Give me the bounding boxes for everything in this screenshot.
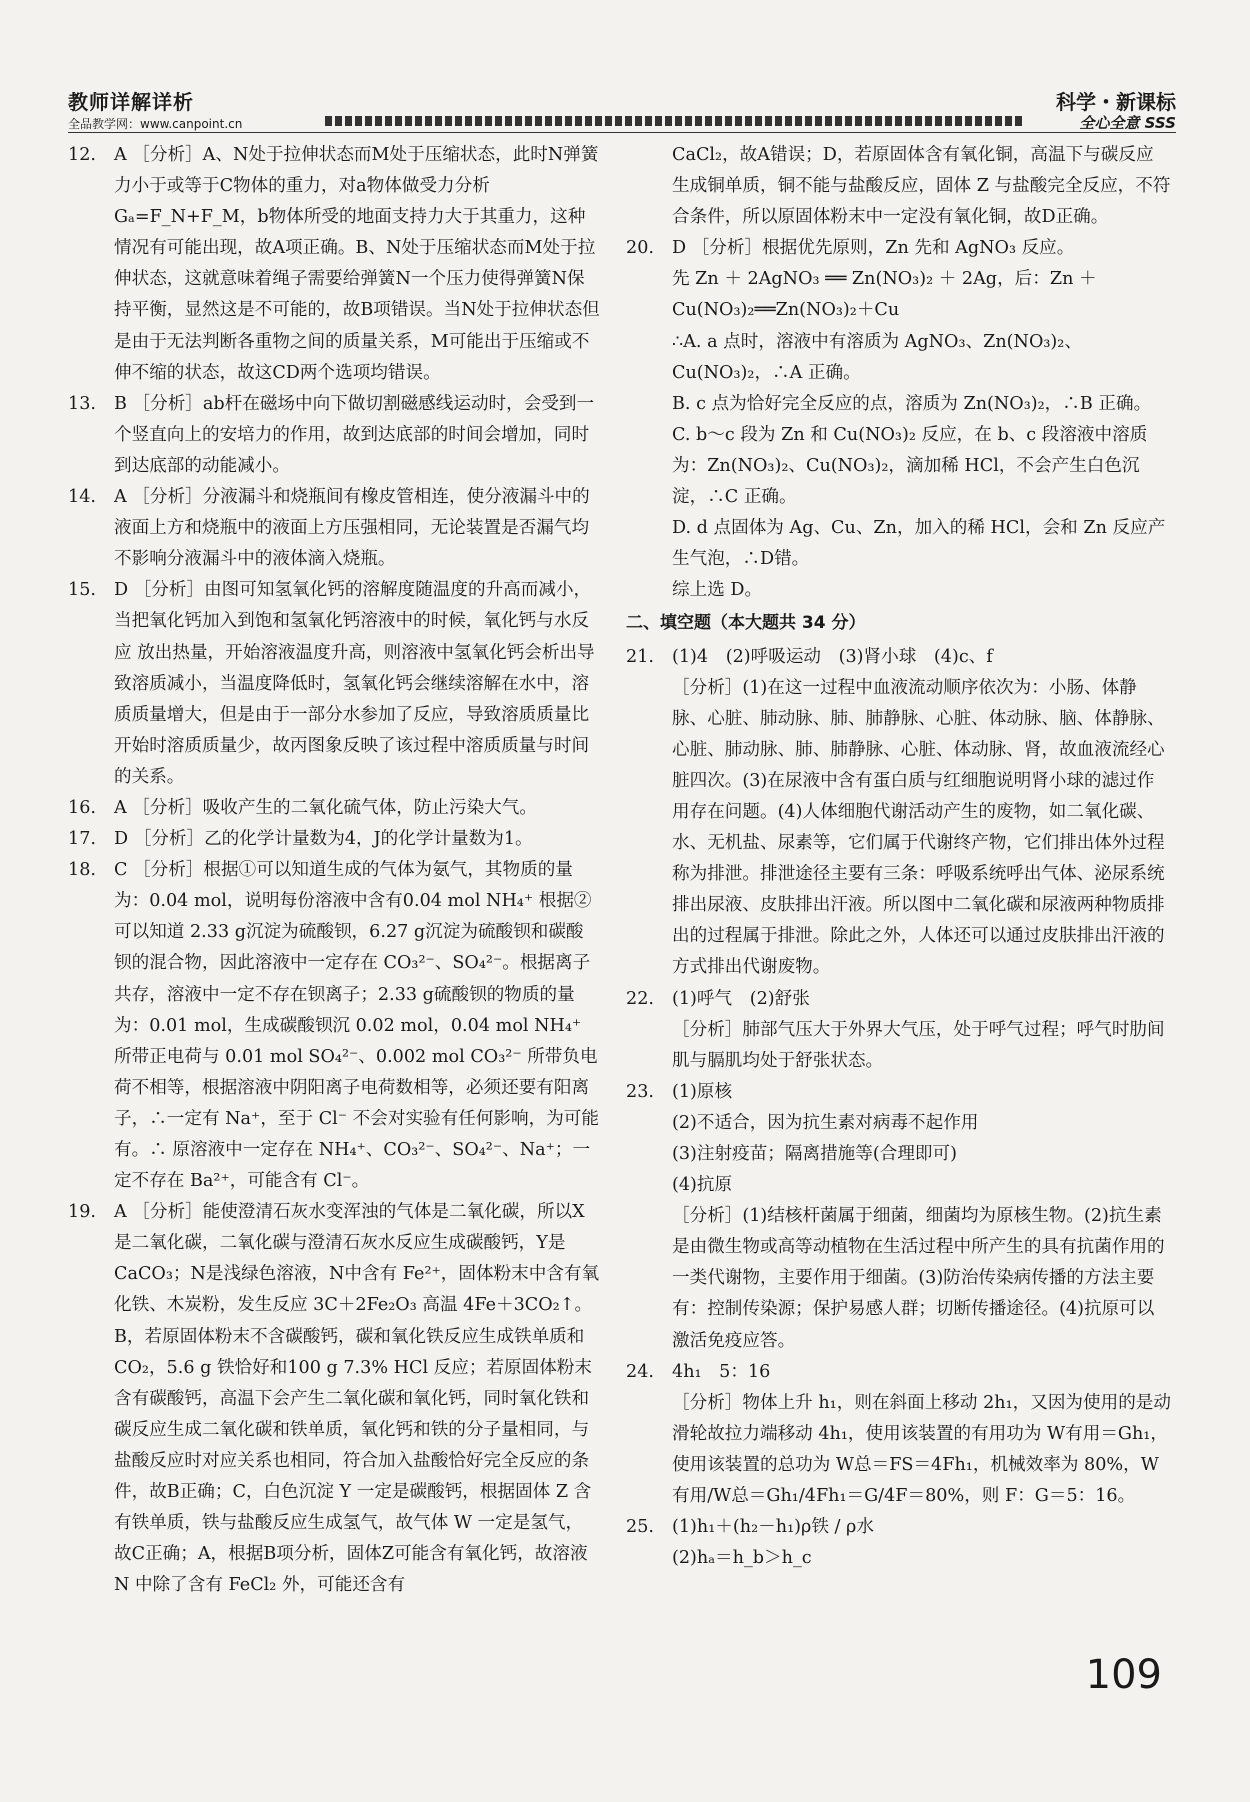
- question-20: 20. D ［分析］根据优先原则，Zn 先和 AgNO₃ 反应。: [626, 238, 1075, 259]
- question-16: 16. A ［分析］吸收产生的二氧化硫气体，防止污染大气。: [68, 797, 537, 818]
- answer-text: (1)呼气 (2)舒张: [672, 988, 810, 1009]
- answer-text: A ［分析］分液漏斗和烧瓶间有橡皮管相连，使分液漏斗中的液面上方和烧瓶中的液面上方压强相同，无论装置是否漏气均不影响分液漏斗中的液体滴入烧瓶。: [114, 487, 590, 570]
- answer-text: D ［分析］根据优先原则，Zn 先和 AgNO₃ 反应。: [672, 238, 1075, 259]
- question-22: 22. (1)呼气 (2)舒张: [626, 988, 810, 1009]
- q20-line: 先 Zn ＋ 2AgNO₃ ══ Zn(NO₃)₂ ＋ 2Ag，后：Zn ＋ Cu(NO₃)₂══Zn(NO₃)₂＋Cu: [672, 269, 1097, 321]
- answer-text: B ［分析］ab杆在磁场中向下做切割磁感线运动时，会受到一个竖直向上的安培力的作用，故到达底部的时间会增加，同时到达底部的动能减小。: [114, 393, 595, 476]
- question-17: 17. D ［分析］乙的化学计量数为4，J的化学计量数为1。: [68, 829, 533, 850]
- header-right-brand: 全心全意 SSS: [1079, 114, 1176, 132]
- header-right-subject: 科学・新课标: [1056, 90, 1176, 114]
- header-rule: [68, 132, 1176, 133]
- answer-text: (1)4 (2)呼吸运动 (3)肾小球 (4)c、f: [672, 646, 993, 667]
- q21-analysis: ［分析］(1)在这一过程中血液流动顺序依次为：小肠、体静脉、心脏、肺动脉、肺、肺静脉、心脏、体动脉、脑、体静脉、心脏、肺动脉、肺、肺静脉、心脏、体动脉、肾，故血液流经心脏四次。(3)在尿液中含有蛋白质与红细胞说明肾小球的滤过作用存在问题。(4)人体细胞代谢活动产生的废物，如二氧化碳、水、无机盐、尿素等，它们属于代谢终产物，它们排出体外过程称为排泄。排泄途径主要有三条：呼吸系统呼出气体、泌尿系统排出尿液、皮肤排出汗液。所以图中二氧化碳和尿液两种物质排出的过程属于排泄。除此之外，人体还可以通过皮肤排出汗液的方式排出代谢废物。: [672, 677, 1165, 978]
- q23-analysis: ［分析］(1)结核杆菌属于细菌，细菌均为原核生物。(2)抗生素是由微生物或高等动植物在生活过程中所产生的具有抗菌作用的一类代谢物，主要作用于细菌。(3)防治传染病传播的方法主要有：控制传染源；保护易感人群；切断传播途径。(4)抗原可以激活免疫应答。: [672, 1206, 1165, 1351]
- answer-text: A ［分析］A、N处于拉伸状态而M处于压缩状态，此时N弹簧力小于或等于C物体的重力，对a物体做受力分析 Gₐ=F_N+F_M，b物体所受的地面支持力大于其重力，这种情况有可能出现，故A项正确。B、N处于压缩状态而M处于拉伸状态，这就意味着绳子需要给弹簧N一个压力使得弹簧N保持平衡，显然这是不可能的，故B项错误。当N处于拉伸状态但是由于无法判断各重物之间的质量关系，M可能出于压缩或不伸不缩的状态，故这CD两个选项均错误。: [114, 145, 600, 383]
- answer-text: (1)原核: [672, 1081, 733, 1102]
- q22-analysis: ［分析］肺部气压大于外界大气压，处于呼气过程；呼气时肋间肌与膈肌均处于舒张状态。: [672, 1019, 1165, 1071]
- question-19: 19. A ［分析］能使澄清石灰水变浑浊的气体是二氧化碳，所以X是二氧化碳，二氧化碳与澄清石灰水反应生成碳酸钙，Y是 CaCO₃；N是浅绿色溶液，N中含有 Fe²⁺，固体粉末中含有氧化铁、木炭粉，发生反应 3C＋2Fe₂O₃ 高温 4Fe＋3CO₂↑。B，若原固体粉末不含碳酸钙，碳和氧化铁反应生成铁单质和 CO₂，5.6 g 铁恰好和100 g 7.3% HCl 反应；若原固体粉末含有碳酸钙，高温下会产生二氧化碳和氧化钙，同时氧化铁和碳反应生成二氧化碳和铁单质，氧化钙和铁的分子量相同，与盐酸反应时对应关系也相同，符合加入盐酸恰好完全反应的条件，故B正确；C，白色沉淀 Y 一定是碳酸钙，根据固体 Z 含有铁单质，铁与盐酸反应生成氢气，故气体 W 一定是氢气，故C正确；A，根据B项分析，固体Z可能含有氧化钙，故溶液 N 中除了含有 FeCl₂ 外，可能还含有: [68, 1202, 600, 1596]
- question-15: 15. D ［分析］由图可知氢氧化钙的溶解度随温度的升高而减小，当把氧化钙加入到饱和氢氧化钙溶液中的时候，氧化钙与水反应 放出热量，开始溶液温度升高，则溶液中氢氧化钙会析出导致溶质减小，当温度降低时，氢氧化钙会继续溶解在水中，溶质质量增大，但是由于一部分水参加了反应，导致溶质质量比开始时溶质质量少，故丙图象反映了该过程中溶质质量与时间的关系。: [68, 580, 595, 787]
- question-24: 24. 4h₁ 5：16: [626, 1361, 771, 1382]
- answer-text: 4h₁ 5：16: [672, 1361, 771, 1382]
- answer-text: C ［分析］根据①可以知道生成的气体为氨气，其物质的量为：0.04 mol，说明每份溶液中含有0.04 mol NH₄⁺ 根据②可以知道 2.33 g沉淀为硫酸钡，6.27 g沉淀为硫酸钡和碳酸钡的混合物，因此溶液中一定存在 CO₃²⁻、SO₄²⁻。根据离子共存，溶液中一定不存在钡离子；2.33 g硫酸钡的物质的量为：0.01 mol，生成碳酸钡沉 0.02 mol，0.04 mol NH₄⁺ 所带正电荷与 0.01 mol SO₄²⁻、0.002 mol CO₃²⁻ 所带负电荷不相等，根据溶液中阴阳离子电荷数相等，必须还要有阳离子，∴一定有 Na⁺，至于 Cl⁻ 不会对实验有任何影响，为可能有。∴ 原溶液中一定存在 NH₄⁺、CO₃²⁻、SO₄²⁻、Na⁺；一定不存在 Ba²⁺，可能含有 Cl⁻。: [114, 860, 599, 1192]
- question-23: 23. (1)原核: [626, 1081, 733, 1102]
- right-column: [626, 140, 1171, 1574]
- question-13: 13. B ［分析］ab杆在磁场中向下做切割磁感线运动时，会受到一个竖直向上的安培力的作用，故到达底部的时间会增加，同时到达底部的动能减小。: [68, 393, 595, 476]
- question-12: 12. A ［分析］A、N处于拉伸状态而M处于压缩状态，此时N弹簧力小于或等于C物体的重力，对a物体做受力分析 Gₐ=F_N+F_M，b物体所受的地面支持力大于其重力，这种情况有可能出现，故A项正确。B、N处于压缩状态而M处于拉伸状态，这就意味着绳子需要给弹簧N一个压力使得弹簧N保持平衡，显然这是不可能的，故B项错误。当N处于拉伸状态但是由于无法判断各重物之间的质量关系，M可能出于压缩或不伸不缩的状态，故这CD两个选项均错误。: [68, 145, 600, 383]
- header-decor-bar: [325, 116, 1022, 126]
- question-25: 25. (1)h₁＋(h₂－h₁)ρ铁 / ρ水: [626, 1517, 874, 1538]
- answer-text: A ［分析］能使澄清石灰水变浑浊的气体是二氧化碳，所以X是二氧化碳，二氧化碳与澄清石灰水反应生成碳酸钙，Y是 CaCO₃；N是浅绿色溶液，N中含有 Fe²⁺，固体粉末中含有氧化铁、木炭粉，发生反应 3C＋2Fe₂O₃ 高温 4Fe＋3CO₂↑。B，若原固体粉末不含碳酸钙，碳和氧化铁反应生成铁单质和 CO₂，5.6 g 铁恰好和100 g 7.3% HCl 反应；若原固体粉末含有碳酸钙，高温下会产生二氧化碳和氧化钙，同时氧化铁和碳反应生成二氧化碳和铁单质，氧化钙和铁的分子量相同，与盐酸反应时对应关系也相同，符合加入盐酸恰好完全反应的条件，故B正确；C，白色沉淀 Y 一定是碳酸钙，根据固体 Z 含有铁单质，铁与盐酸反应生成氢气，故气体 W 一定是氢气，故C正确；A，根据B项分析，固体Z可能含有氧化钙，故溶液 N 中除了含有 FeCl₂ 外，可能还含有: [114, 1202, 600, 1596]
- left-column: [68, 140, 600, 1601]
- q20-line: ∴A. a 点时，溶液中有溶质为 AgNO₃、Zn(NO₃)₂、Cu(NO₃)₂，∴A 正确。: [672, 331, 1082, 383]
- q25-line: (2)hₐ＝h_b＞h_c: [672, 1548, 812, 1569]
- answer-text: D ［分析］由图可知氢氧化钙的溶解度随温度的升高而减小，当把氧化钙加入到饱和氢氧化钙溶液中的时候，氧化钙与水反应 放出热量，开始溶液温度升高，则溶液中氢氧化钙会析出导致溶质减小，当温度降低时，氢氧化钙会继续溶解在水中，溶质质量增大，但是由于一部分水参加了反应，导致溶质质量比开始时溶质质量少，故丙图象反映了该过程中溶质质量与时间的关系。: [114, 580, 595, 787]
- q20-line: D. d 点固体为 Ag、Cu、Zn，加入的稀 HCl，会和 Zn 反应产生气泡，∴D错。: [672, 518, 1166, 570]
- answer-text: (1)h₁＋(h₂－h₁)ρ铁 / ρ水: [672, 1517, 874, 1538]
- question-14: 14. A ［分析］分液漏斗和烧瓶间有橡皮管相连，使分液漏斗中的液面上方和烧瓶中的液面上方压强相同，无论装置是否漏气均不影响分液漏斗中的液体滴入烧瓶。: [68, 487, 590, 570]
- q23-line: (3)注射疫苗；隔离措施等(合理即可): [672, 1144, 957, 1164]
- header-left-url: 全品教学网：www.canpoint.cn: [68, 117, 243, 131]
- q20-line: B. c 点为恰好完全反应的点，溶质为 Zn(NO₃)₂，∴B 正确。: [672, 393, 1152, 414]
- question-21: 21. (1)4 (2)呼吸运动 (3)肾小球 (4)c、f: [626, 646, 993, 667]
- section-heading: 二、填空题（本大题共 34 分）: [626, 613, 866, 634]
- question-18: 18. C ［分析］根据①可以知道生成的气体为氨气，其物质的量为：0.04 mol，说明每份溶液中含有0.04 mol NH₄⁺ 根据②可以知道 2.33 g沉淀为硫酸钡，6.27 g沉淀为硫酸钡和碳酸钡的混合物，因此溶液中一定存在 CO₃²⁻、SO₄²⁻。根据离子共存，溶液中一定不存在钡离子；2.33 g硫酸钡的物质的量为：0.01 mol，生成碳酸钡沉 0.02 mol，0.04 mol NH₄⁺ 所带正电荷与 0.01 mol SO₄²⁻、0.002 mol CO₃²⁻ 所带负电荷不相等，根据溶液中阴阳离子电荷数相等，必须还要有阳离子，∴一定有 Na⁺，至于 Cl⁻ 不会对实验有任何影响，为可能有。∴ 原溶液中一定存在 NH₄⁺、CO₃²⁻、SO₄²⁻、Na⁺；一定不存在 Ba²⁺，可能含有 Cl⁻。: [68, 860, 599, 1192]
- q23-line: (4)抗原: [672, 1175, 733, 1196]
- q24-analysis: ［分析］物体上升 h₁，则在斜面上移动 2h₁，又因为使用的是动滑轮故拉力端移动 4h₁，使用该装置的有用功为 W有用＝Gh₁，使用该装置的总功为 W总＝FS＝4Fh₁，机械效率为 80%，W有用/W总＝Gh₁/4Fh₁＝G/4F＝80%，则 F：G＝5：16。: [672, 1392, 1171, 1507]
- answer-text: A ［分析］吸收产生的二氧化硫气体，防止污染大气。: [114, 797, 537, 818]
- question-19-continued: CaCl₂，故A错误；D，若原固体含有氧化铜，高温下与碳反应生成铜单质，铜不能与盐酸反应，固体 Z 与盐酸完全反应，不符合条件，所以原固体粉末中一定没有氧化铜，故D正确。: [672, 145, 1171, 228]
- answer-text: D ［分析］乙的化学计量数为4，J的化学计量数为1。: [114, 829, 533, 850]
- q20-line: 综上选 D。: [672, 580, 763, 601]
- page-number: 109: [1085, 1652, 1162, 1698]
- q23-line: (2)不适合，因为抗生素对病毒不起作用: [672, 1112, 979, 1133]
- q20-line: C. b～c 段为 Zn 和 Cu(NO₃)₂ 反应，在 b、c 段溶液中溶质为：Zn(NO₃)₂、Cu(NO₃)₂，滴加稀 HCl，不会产生白色沉淀，∴C 正确。: [672, 424, 1148, 508]
- header-left-title: 教师详解详析: [68, 90, 194, 114]
